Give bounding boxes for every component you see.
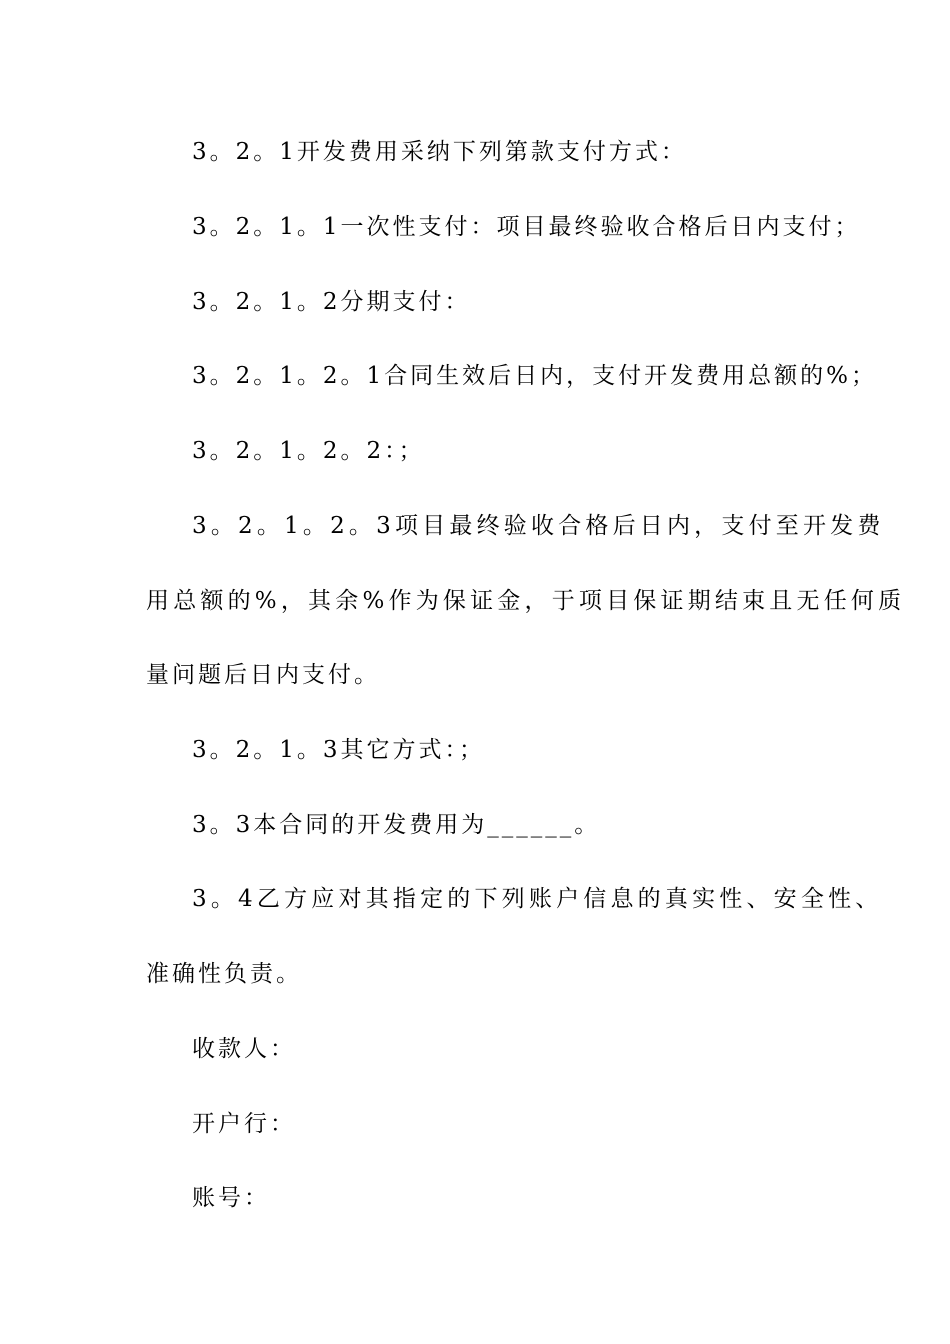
clause-3-3: 3。3本合同的开发费用为______。 [192, 812, 601, 838]
clause-3-4-line-1: 3。4乙方应对其指定的下列账户信息的真实性、安全性、 [192, 886, 883, 912]
clause-3-2-1-2: 3。2。1。2分期支付： [192, 289, 471, 315]
clause-3-2-1-2-2: 3。2。1。2。2：； [192, 438, 425, 464]
clause-3-2-1-2-3-line-2: 用总额的%，其余%作为保证金，于项目保证期结束且无任何质 [146, 588, 906, 614]
clause-3-2-1-1: 3。2。1。1一次性支付：项目最终验收合格后日内支付； [192, 214, 861, 240]
clause-3-4-line-2: 准确性负责。 [146, 961, 302, 987]
clause-3-2-1-2-1: 3。2。1。2。1合同生效后日内，支付开发费用总额的%； [192, 363, 878, 389]
clause-3-2-1-3: 3。2。1。3其它方式：； [192, 737, 486, 763]
payee-label: 收款人： [192, 1036, 296, 1062]
bank-label: 开户行： [192, 1111, 296, 1137]
clause-3-2-1: 3。2。1开发费用采纳下列第款支付方式： [192, 139, 687, 165]
account-number-label: 账号： [192, 1185, 270, 1211]
clause-3-2-1-2-3-line-1: 3。2。1。2。3项目最终验收合格后日内，支付至开发费 [192, 513, 885, 539]
clause-3-2-1-2-3-line-3: 量问题后日内支付。 [146, 662, 380, 688]
